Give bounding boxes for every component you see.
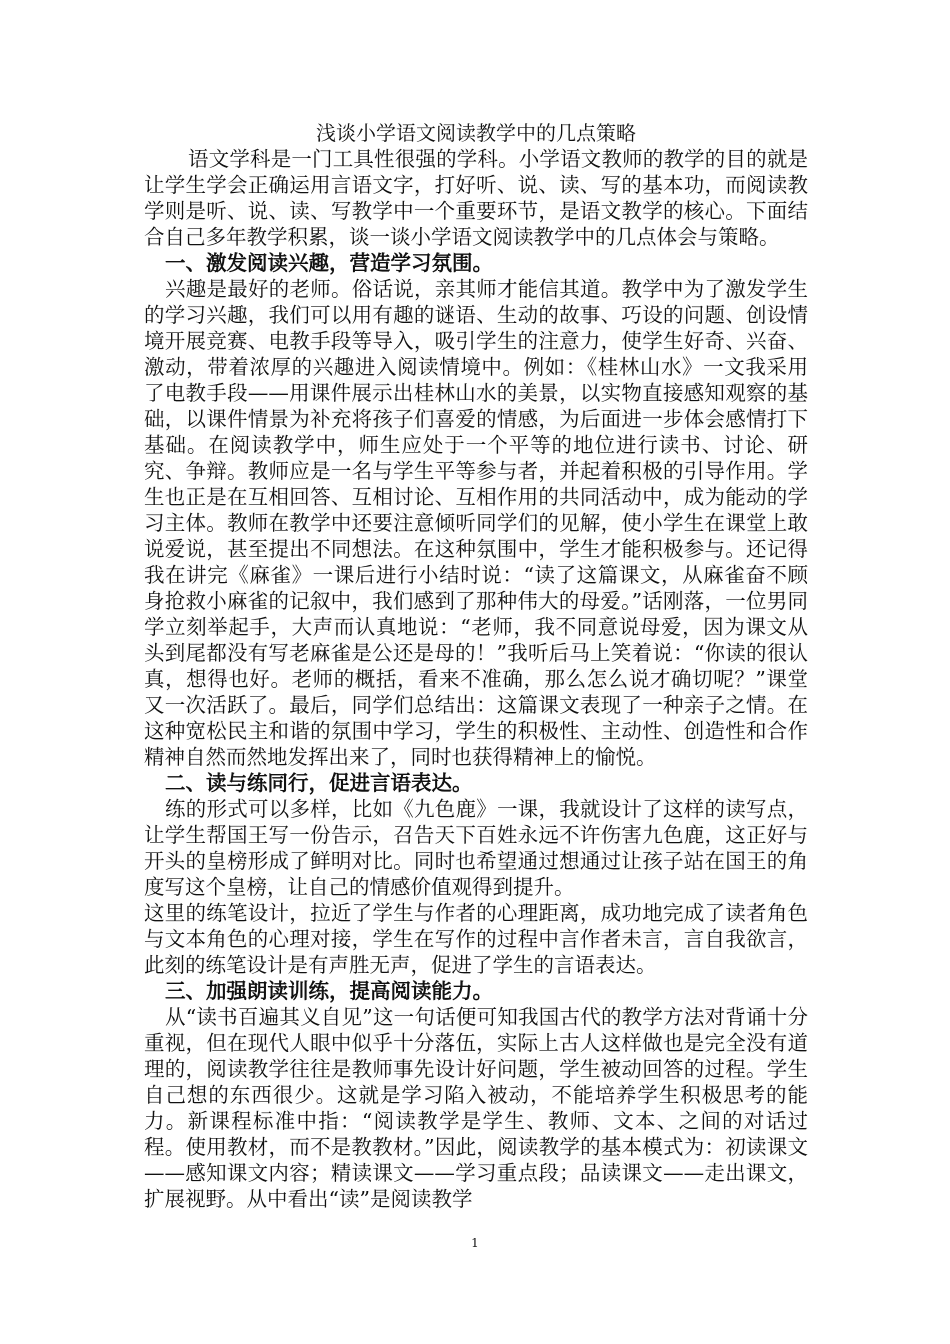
section-2-heading: 二、读与练同行，促进言语表达。 xyxy=(165,771,473,795)
section-2-paragraph-1: 练的形式可以多样，比如《九色鹿》一课，我就设计了这样的读写点，让学生帮国王写一份告示，召告天下百姓永远不许伤害九色鹿，这正好与开头的皇榜形成了鲜明对比。同时也希望通过想通过让孩子站在国王的角度写这个皇榜，让自己的情感价值观得到提升。 xyxy=(144,797,808,899)
section-2-paragraph-2: 这里的练笔设计，拉近了学生与作者的心理距离，成功地完成了读者角色与文本角色的心理对接，学生在写作的过程中言作者未言，言自我欲言，此刻的练笔设计是有声胜无声，促进了学生的言语表达。 xyxy=(144,901,808,977)
section-3-heading: 三、加强朗读训练，提高阅读能力。 xyxy=(165,979,493,1003)
document-page xyxy=(144,120,808,1212)
page-number: 1 xyxy=(471,1236,479,1250)
section-3-paragraph: 从“读书百遍其义自见”这一句话便可知我国古代的教学方法对背诵十分重视，但在现代人眼中似乎十分落伍，实际上古人这样做也是完全没有道理的，阅读教学往往是教师事先设计好问题，学生被动回答的过程。学生自己想的东西很少。这就是学习陷入被动，不能培养学生积极思考的能力。新课程标准中指：“阅读教学是学生、教师、文本、之间的对话过程。使用教材，而不是教教材。”因此，阅读教学的基本模式为：初读课文——感知课文内容；精读课文——学习重点段；品读课文——走出课文，扩展视野。从中看出“读”是阅读教学 xyxy=(144,1005,808,1211)
section-1-heading: 一、激发阅读兴趣，营造学习氛围。 xyxy=(165,251,493,275)
section-1-paragraph: 兴趣是最好的老师。俗话说，亲其师才能信其道。教学中为了激发学生的学习兴趣，我们可以用有趣的谜语、生动的故事、巧设的问题、创设情境开展竞赛、电教手段等导入，吸引学生的注意力，使学生好奇、兴奋、激动，带着浓厚的兴趣进入阅读情境中。例如：《桂林山水》一文我采用了电教手段——用课件展示出桂林山水的美景，以实物直接感知观察的基础，以课件情景为补充将孩子们喜爱的情感，为后面进一步体会感情打下基础。在阅读教学中，师生应处于一个平等的地位进行读书、讨论、研究、争辩。教师应是一名与学生平等参与者，并起着积极的引导作用。学生也正是在互相回答、互相讨论、互相作用的共同活动中，成为能动的学习主体。教师在教学中还要注意倾听同学们的见解，使小学生在课堂上敢说爱说，甚至提出不同想法。在这种氛围中，学生才能积极参与。还记得我在讲完《麻雀》一课后进行小结时说：“读了这篇课文，从麻雀奋不顾身抢救小麻雀的记叙中，我们感到了那种伟大的母爱。”话刚落，一位男同学立刻举起手，大声而认真地说：“老师，我不同意说母爱，因为课文从头到尾都没有写老麻雀是公还是母的！”我听后马上笑着说：“你读的很认真，想得也好。老师的概括，看来不准确，那么怎么说才确切呢？”课堂又一次活跃了。最后，同学们总结出：这篇课文表现了一种亲子之情。在这种宽松民主和谐的氛围中学习，学生的积极性、主动性、创造性和合作精神自然而然地发挥出来了，同时也获得精神上的愉悦。 xyxy=(144,277,808,769)
document-title: 浅谈小学语文阅读教学中的几点策略 xyxy=(316,121,636,145)
intro-paragraph: 语文学科是一门工具性很强的学科。小学语文教师的教学的目的就是让学生学会正确运用言语文字，打好听、说、读、写的基本功，而阅读教学则是听、说、读、写教学中一个重要环节，是语文教学的核心。下面结合自己多年教学积累，谈一谈小学语文阅读教学中的几点体会与策略。 xyxy=(144,147,808,249)
